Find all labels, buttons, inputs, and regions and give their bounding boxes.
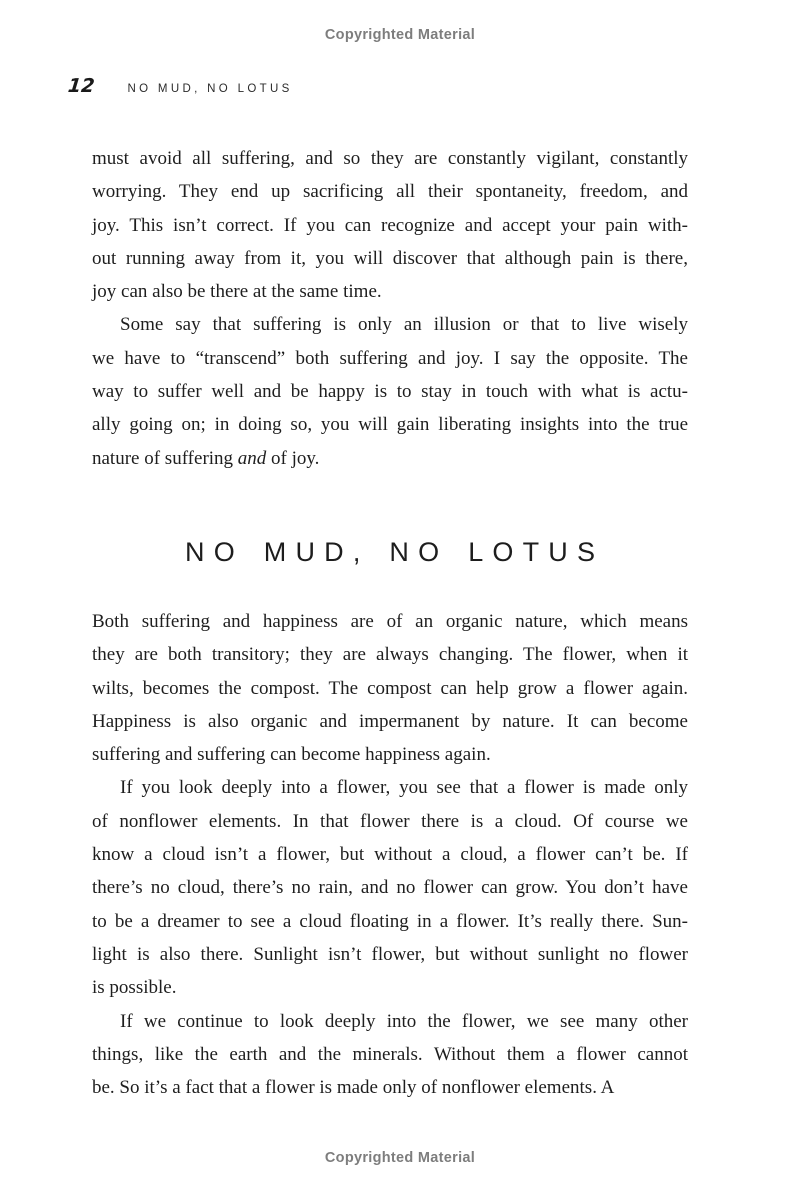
text-line: to be a dreamer to see a cloud floating in a flower. It’s really there. Sun- — [92, 910, 688, 932]
text-line: If we continue to look deeply into the flower, we see many other — [120, 1010, 688, 1032]
text-line: light is also there. Sunlight isn’t flower, but without sunlight no flower — [92, 943, 688, 965]
text-line: must avoid all suffering, and so they are constantly vigilant, constantly — [92, 148, 688, 169]
text-line: Some say that suffering is only an illusion or that to live wisely — [120, 314, 688, 336]
text-line: Both suffering and happiness are of an organic nature, which means — [92, 610, 688, 632]
page-number: 12 — [66, 75, 96, 97]
running-title: NO MUD, NO LOTUS — [127, 83, 293, 95]
text-block-before-heading — [92, 142, 688, 475]
text-line: wilts, becomes the compost. The compost can help grow a flower again. — [92, 677, 688, 699]
page-header — [66, 75, 800, 97]
text-line: of nonflower elements. In that flower there is a cloud. Of course we — [92, 810, 688, 832]
text-line: out running away from it, you will discover that although pain is there, — [92, 247, 688, 269]
text-line: we have to “transcend” both suffering and joy. I say the opposite. The — [92, 347, 688, 369]
body-text — [92, 142, 688, 1104]
section-heading: NO MUD, NO LOTUS — [185, 536, 605, 567]
text-line: suffering and suffering can become happiness again. — [92, 744, 491, 766]
text-line: ally going on; in doing so, you will gain liberating insights into the true — [92, 414, 688, 436]
copyright-notice-bottom: Copyrighted Material — [324, 1150, 476, 1167]
text-line: nature of suffering and of joy. — [92, 447, 320, 469]
text-line: worrying. They end up sacrificing all their spontaneity, freedom, and — [92, 181, 688, 203]
text-line: Happiness is also organic and impermanent by nature. It can become — [92, 710, 688, 732]
text-line: joy. This isn’t correct. If you can recognize and accept your pain with- — [92, 214, 688, 236]
text-line: things, like the earth and the minerals. Without them a flower cannot — [92, 1043, 688, 1065]
text-line: If you look deeply into a flower, you see that a flower is made only — [120, 777, 688, 799]
text-line: know a cloud isn’t a flower, but without a cloud, a flower can’t be. If — [92, 844, 688, 866]
text-line: is possible. — [92, 977, 177, 999]
text-line: there’s no cloud, there’s no rain, and no flower can grow. You don’t have — [92, 877, 688, 899]
copyright-notice-top: Copyrighted Material — [324, 27, 476, 43]
text-block-after-heading — [92, 605, 688, 1104]
text-line: be. So it’s a fact that a flower is made only of nonflower elements. A — [92, 1077, 615, 1099]
text-line: way to suffer well and be happy is to stay in touch with what is actu- — [92, 381, 688, 403]
text-line: they are both transitory; they are always changing. The flower, when it — [92, 644, 688, 666]
text-line: joy can also be there at the same time. — [92, 281, 382, 303]
